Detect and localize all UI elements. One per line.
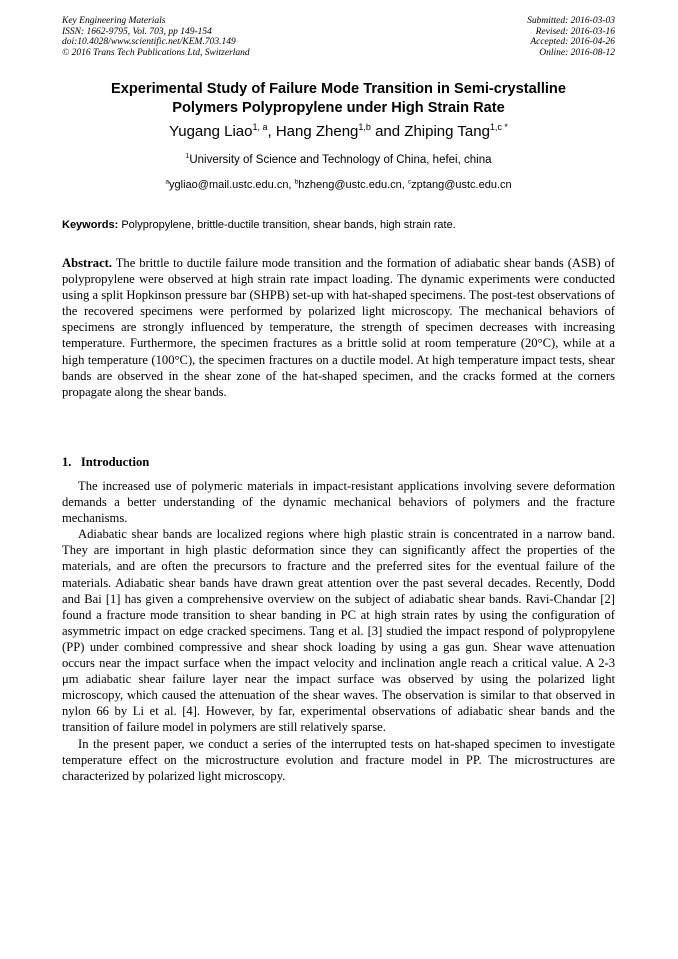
- abstract-label: Abstract.: [62, 256, 113, 270]
- author-1: Yugang Liao: [169, 123, 253, 140]
- email-c[interactable]: zptang@ustc.edu.cn: [411, 179, 512, 191]
- author-3: Zhiping Tang: [404, 123, 490, 140]
- email-a-marker: a: [165, 178, 170, 186]
- journal-copyright: © 2016 Trans Tech Publications Ltd, Switzerland: [62, 47, 250, 58]
- email-b-marker: b: [294, 178, 299, 186]
- intro-paragraph-3: In the present paper, we conduct a series of the interrupted tests on hat-shaped specimen to investigate temperature effect on the microstructure evolution and fracture model in PP. The microstructures are characterized by polarized light microscopy.: [62, 736, 615, 783]
- email-b[interactable]: hzheng@ustc.edu.cn,: [298, 179, 405, 191]
- author-2-affil: 1,b: [358, 122, 371, 132]
- keywords: [62, 218, 615, 232]
- abstract-text: The brittle to ductile failure mode transition and the formation of adiabatic shear bands (ASB) of polypropylene were observed at high strain rate impact loading. The dynamic experiments were conducted using a split Hopkinson pressure bar (SHPB) set-up with hat-shaped specimens. The post-test observations of the recovered specimens were performed by polarized light microscopy. The mechanical behaviors of specimens are strongly influenced by temperature, the strength of specimen decreases with increasing temperature. Furthermore, the specimen fractures as a brittle solid at room temperature (20°C), while at a high temperature (100°C), the specimen fractures on a ductile model. At high temperature impact tests, shear bands are observed in the shear zone of the hat-shaped specimen, and the cracks formed at the corners propagate along the shear bands.: [62, 256, 615, 399]
- title-line-2: Polymers Polypropylene under High Strain Rate: [172, 100, 505, 116]
- date-online: Online: 2016-08-12: [539, 47, 615, 58]
- journal-info: [62, 16, 250, 58]
- affiliation-text: University of Science and Technology of China, hefei, china: [189, 154, 492, 166]
- intro-paragraph-1: The increased use of polymeric materials in impact-resistant applications involving severe deformation demands a better understanding of the dynamic mechanical behaviors of polymers and the fracture mechanisms.: [62, 479, 615, 526]
- abstract: [62, 255, 615, 400]
- paper-title: [62, 80, 615, 118]
- intro-paragraph-2: Adiabatic shear bands are localized regions where high plastic strain is concentrated in a narrow band. They are important in high plastic deformation since they can significantly affect the properties of the materials, and are often the precursors to fracture and the preferred sites for the eventual failure of the materials. Adiabatic shear bands have drawn great attention over the past several decades. Recently, Dodd and Bai [1] has given a comprehensive overview on the subject of adiabatic shear bands. Ravi-Chandar [2] found a fracture mode transition to shear banding in PC at high strain rates by using the configuration of asymmetric impact on edge cracked specimens. Tang et al. [3] studied the impact respond of polypropylene (PP) under combined compressive and shear shock loading by using a gas gun. Shear wave attenuation occurs near the impact surface when the impact velocity and inclination angle reach a critical value. A 2-3 μm adiabatic shear failure layer near the impact surface was observed by using the polarized light microscopy, which caused the attenuation of the shear waves. The observation is similar to that observed in nylon 66 by Li et al. [4]. However, by far, experimental observations of adiabatic shear bands and the transition of failure model in polymers are still relatively sparse.: [62, 527, 615, 735]
- affiliation: [62, 153, 615, 167]
- date-accepted: Accepted: 2016-04-26: [530, 37, 615, 48]
- publication-dates: [527, 16, 615, 58]
- section-heading-introduction: 1. Introduction: [62, 455, 150, 469]
- affiliation-marker: 1: [185, 153, 190, 161]
- journal-name: Key Engineering Materials: [62, 16, 166, 26]
- introduction-body: [62, 478, 615, 784]
- keywords-label: Keywords:: [62, 219, 119, 231]
- author-emails: [62, 178, 615, 192]
- journal-issn: ISSN: 1662-9795, Vol. 703, pp 149-154: [62, 26, 212, 37]
- author-list: Yugang Liao$^{1, a}$, Hang Zheng$^{1,b}$ and Zhiping Tang$^{1,c *}$: [169, 122, 508, 140]
- authors-and: and: [375, 123, 401, 140]
- date-revised: Revised: 2016-03-16: [535, 26, 615, 37]
- email-a[interactable]: ygliao@mail.ustc.edu.cn,: [169, 179, 292, 191]
- title-line-1: Experimental Study of Failure Mode Transition in Semi-crystalline: [111, 81, 566, 97]
- email-c-marker: c: [407, 178, 412, 186]
- keywords-text: Polypropylene, brittle-ductile transition, shear bands, high strain rate.: [121, 219, 456, 231]
- journal-doi[interactable]: doi:10.4028/www.scientific.net/KEM.703.149: [62, 37, 236, 48]
- author-1-affil: 1, a: [252, 122, 268, 132]
- author-2: Hang Zheng: [275, 123, 359, 140]
- date-submitted: Submitted: 2016-03-03: [527, 16, 615, 26]
- author-3-affil: 1,c *: [489, 122, 508, 132]
